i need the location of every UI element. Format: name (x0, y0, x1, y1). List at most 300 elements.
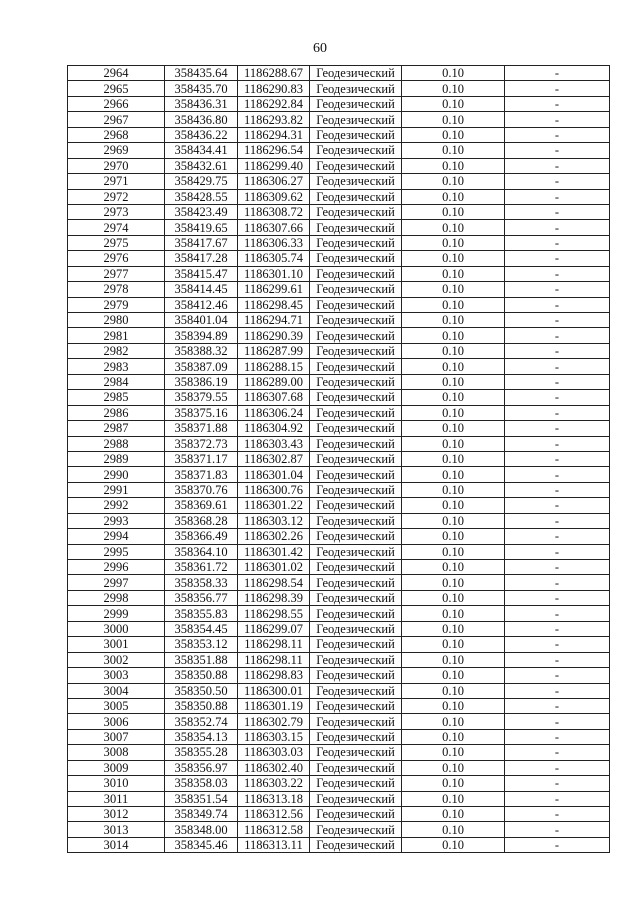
description-cell: - (505, 498, 610, 513)
method-cell: Геодезический (310, 560, 402, 575)
accuracy-cell: 0.10 (402, 606, 505, 621)
accuracy-cell: 0.10 (402, 668, 505, 683)
point-number-cell: 3007 (68, 729, 165, 744)
x-coordinate-cell: 358345.46 (165, 837, 238, 852)
x-coordinate-cell: 358417.28 (165, 251, 238, 266)
y-coordinate-cell: 1186289.00 (238, 374, 310, 389)
x-coordinate-cell: 358435.64 (165, 66, 238, 81)
method-cell: Геодезический (310, 235, 402, 250)
table-row (68, 482, 610, 497)
description-cell: - (505, 668, 610, 683)
description-cell: - (505, 127, 610, 142)
y-coordinate-cell: 1186305.74 (238, 251, 310, 266)
x-coordinate-cell: 358371.83 (165, 467, 238, 482)
point-number-cell: 2972 (68, 189, 165, 204)
table-row (68, 652, 610, 667)
description-cell: - (505, 96, 610, 111)
description-cell: - (505, 529, 610, 544)
x-coordinate-cell: 358388.32 (165, 343, 238, 358)
x-coordinate-cell: 358366.49 (165, 529, 238, 544)
x-coordinate-cell: 358432.61 (165, 158, 238, 173)
description-cell: - (505, 174, 610, 189)
table-row (68, 544, 610, 559)
description-cell: - (505, 698, 610, 713)
table-row (68, 251, 610, 266)
point-number-cell: 3005 (68, 698, 165, 713)
point-number-cell: 2988 (68, 436, 165, 451)
method-cell: Геодезический (310, 81, 402, 96)
point-number-cell: 2996 (68, 560, 165, 575)
description-cell: - (505, 266, 610, 281)
description-cell: - (505, 745, 610, 760)
accuracy-cell: 0.10 (402, 560, 505, 575)
y-coordinate-cell: 1186309.62 (238, 189, 310, 204)
description-cell: - (505, 313, 610, 328)
point-number-cell: 2964 (68, 66, 165, 81)
y-coordinate-cell: 1186300.76 (238, 482, 310, 497)
y-coordinate-cell: 1186303.15 (238, 729, 310, 744)
point-number-cell: 3014 (68, 837, 165, 852)
accuracy-cell: 0.10 (402, 807, 505, 822)
description-cell: - (505, 143, 610, 158)
y-coordinate-cell: 1186308.72 (238, 204, 310, 219)
point-number-cell: 3000 (68, 621, 165, 636)
table-row (68, 529, 610, 544)
table-row (68, 590, 610, 605)
point-number-cell: 2969 (68, 143, 165, 158)
table-row (68, 698, 610, 713)
y-coordinate-cell: 1186287.99 (238, 343, 310, 358)
y-coordinate-cell: 1186312.58 (238, 822, 310, 837)
point-number-cell: 2997 (68, 575, 165, 590)
description-cell: - (505, 390, 610, 405)
y-coordinate-cell: 1186293.82 (238, 112, 310, 127)
x-coordinate-cell: 358401.04 (165, 313, 238, 328)
description-cell: - (505, 652, 610, 667)
point-number-cell: 3010 (68, 776, 165, 791)
accuracy-cell: 0.10 (402, 590, 505, 605)
method-cell: Геодезический (310, 745, 402, 760)
x-coordinate-cell: 358428.55 (165, 189, 238, 204)
method-cell: Геодезический (310, 112, 402, 127)
method-cell: Геодезический (310, 621, 402, 636)
y-coordinate-cell: 1186313.11 (238, 837, 310, 852)
accuracy-cell: 0.10 (402, 390, 505, 405)
table-row (68, 436, 610, 451)
point-number-cell: 2979 (68, 297, 165, 312)
method-cell: Геодезический (310, 652, 402, 667)
description-cell: - (505, 282, 610, 297)
table-row (68, 745, 610, 760)
table-row (68, 714, 610, 729)
description-cell: - (505, 158, 610, 173)
table-row (68, 760, 610, 775)
method-cell: Геодезический (310, 544, 402, 559)
y-coordinate-cell: 1186292.84 (238, 96, 310, 111)
description-cell: - (505, 760, 610, 775)
x-coordinate-cell: 358387.09 (165, 359, 238, 374)
table-row (68, 282, 610, 297)
x-coordinate-cell: 358429.75 (165, 174, 238, 189)
x-coordinate-cell: 358412.46 (165, 297, 238, 312)
point-number-cell: 2973 (68, 204, 165, 219)
y-coordinate-cell: 1186290.39 (238, 328, 310, 343)
x-coordinate-cell: 358355.83 (165, 606, 238, 621)
accuracy-cell: 0.10 (402, 405, 505, 420)
table-row (68, 807, 610, 822)
x-coordinate-cell: 358436.80 (165, 112, 238, 127)
description-cell: - (505, 220, 610, 235)
method-cell: Геодезический (310, 421, 402, 436)
y-coordinate-cell: 1186303.22 (238, 776, 310, 791)
point-number-cell: 2978 (68, 282, 165, 297)
y-coordinate-cell: 1186290.83 (238, 81, 310, 96)
table-row (68, 776, 610, 791)
point-number-cell: 2990 (68, 467, 165, 482)
table-row (68, 451, 610, 466)
x-coordinate-cell: 358352.74 (165, 714, 238, 729)
description-cell: - (505, 451, 610, 466)
accuracy-cell: 0.10 (402, 235, 505, 250)
point-number-cell: 2993 (68, 513, 165, 528)
table-row (68, 837, 610, 852)
accuracy-cell: 0.10 (402, 652, 505, 667)
y-coordinate-cell: 1186313.18 (238, 791, 310, 806)
y-coordinate-cell: 1186296.54 (238, 143, 310, 158)
method-cell: Геодезический (310, 343, 402, 358)
accuracy-cell: 0.10 (402, 822, 505, 837)
description-cell: - (505, 621, 610, 636)
method-cell: Геодезический (310, 96, 402, 111)
accuracy-cell: 0.10 (402, 282, 505, 297)
point-number-cell: 2983 (68, 359, 165, 374)
method-cell: Геодезический (310, 791, 402, 806)
accuracy-cell: 0.10 (402, 112, 505, 127)
description-cell: - (505, 683, 610, 698)
accuracy-cell: 0.10 (402, 529, 505, 544)
description-cell: - (505, 807, 610, 822)
x-coordinate-cell: 358417.67 (165, 235, 238, 250)
table-row (68, 560, 610, 575)
accuracy-cell: 0.10 (402, 96, 505, 111)
method-cell: Геодезический (310, 390, 402, 405)
point-number-cell: 2976 (68, 251, 165, 266)
description-cell: - (505, 791, 610, 806)
accuracy-cell: 0.10 (402, 421, 505, 436)
x-coordinate-cell: 358354.13 (165, 729, 238, 744)
table-row (68, 683, 610, 698)
method-cell: Геодезический (310, 729, 402, 744)
table-row (68, 668, 610, 683)
description-cell: - (505, 436, 610, 451)
y-coordinate-cell: 1186301.10 (238, 266, 310, 281)
method-cell: Геодезический (310, 776, 402, 791)
y-coordinate-cell: 1186299.40 (238, 158, 310, 173)
y-coordinate-cell: 1186303.03 (238, 745, 310, 760)
table-row (68, 313, 610, 328)
y-coordinate-cell: 1186288.15 (238, 359, 310, 374)
description-cell: - (505, 189, 610, 204)
method-cell: Геодезический (310, 282, 402, 297)
description-cell: - (505, 544, 610, 559)
method-cell: Геодезический (310, 606, 402, 621)
point-number-cell: 3003 (68, 668, 165, 683)
accuracy-cell: 0.10 (402, 837, 505, 852)
y-coordinate-cell: 1186298.54 (238, 575, 310, 590)
table-row (68, 220, 610, 235)
x-coordinate-cell: 358435.70 (165, 81, 238, 96)
description-cell: - (505, 776, 610, 791)
method-cell: Геодезический (310, 498, 402, 513)
point-number-cell: 2987 (68, 421, 165, 436)
point-number-cell: 2998 (68, 590, 165, 605)
y-coordinate-cell: 1186298.55 (238, 606, 310, 621)
description-cell: - (505, 251, 610, 266)
method-cell: Геодезический (310, 204, 402, 219)
table-row (68, 174, 610, 189)
x-coordinate-cell: 358371.17 (165, 451, 238, 466)
x-coordinate-cell: 358436.22 (165, 127, 238, 142)
method-cell: Геодезический (310, 127, 402, 142)
y-coordinate-cell: 1186306.27 (238, 174, 310, 189)
table-row (68, 297, 610, 312)
y-coordinate-cell: 1186302.26 (238, 529, 310, 544)
description-cell: - (505, 837, 610, 852)
point-number-cell: 2989 (68, 451, 165, 466)
x-coordinate-cell: 358351.54 (165, 791, 238, 806)
point-number-cell: 3001 (68, 637, 165, 652)
x-coordinate-cell: 358372.73 (165, 436, 238, 451)
method-cell: Геодезический (310, 451, 402, 466)
accuracy-cell: 0.10 (402, 791, 505, 806)
accuracy-cell: 0.10 (402, 313, 505, 328)
accuracy-cell: 0.10 (402, 189, 505, 204)
accuracy-cell: 0.10 (402, 174, 505, 189)
table-row (68, 158, 610, 173)
x-coordinate-cell: 358415.47 (165, 266, 238, 281)
description-cell: - (505, 374, 610, 389)
y-coordinate-cell: 1186294.71 (238, 313, 310, 328)
method-cell: Геодезический (310, 66, 402, 81)
x-coordinate-cell: 358351.88 (165, 652, 238, 667)
x-coordinate-cell: 358361.72 (165, 560, 238, 575)
method-cell: Геодезический (310, 313, 402, 328)
point-number-cell: 3006 (68, 714, 165, 729)
description-cell: - (505, 560, 610, 575)
table-row (68, 374, 610, 389)
y-coordinate-cell: 1186298.11 (238, 652, 310, 667)
point-number-cell: 3011 (68, 791, 165, 806)
accuracy-cell: 0.10 (402, 343, 505, 358)
y-coordinate-cell: 1186299.61 (238, 282, 310, 297)
method-cell: Геодезический (310, 251, 402, 266)
method-cell: Геодезический (310, 575, 402, 590)
point-number-cell: 3012 (68, 807, 165, 822)
y-coordinate-cell: 1186301.02 (238, 560, 310, 575)
table-row (68, 204, 610, 219)
point-number-cell: 2971 (68, 174, 165, 189)
accuracy-cell: 0.10 (402, 81, 505, 96)
point-number-cell: 2968 (68, 127, 165, 142)
description-cell: - (505, 359, 610, 374)
x-coordinate-cell: 358350.50 (165, 683, 238, 698)
method-cell: Геодезический (310, 436, 402, 451)
y-coordinate-cell: 1186298.83 (238, 668, 310, 683)
accuracy-cell: 0.10 (402, 698, 505, 713)
point-number-cell: 2975 (68, 235, 165, 250)
x-coordinate-cell: 358368.28 (165, 513, 238, 528)
method-cell: Геодезический (310, 297, 402, 312)
description-cell: - (505, 297, 610, 312)
accuracy-cell: 0.10 (402, 451, 505, 466)
table-row (68, 467, 610, 482)
method-cell: Геодезический (310, 174, 402, 189)
point-number-cell: 3002 (68, 652, 165, 667)
description-cell: - (505, 590, 610, 605)
method-cell: Геодезический (310, 143, 402, 158)
y-coordinate-cell: 1186301.22 (238, 498, 310, 513)
y-coordinate-cell: 1186299.07 (238, 621, 310, 636)
y-coordinate-cell: 1186304.92 (238, 421, 310, 436)
y-coordinate-cell: 1186303.43 (238, 436, 310, 451)
method-cell: Геодезический (310, 328, 402, 343)
method-cell: Геодезический (310, 359, 402, 374)
description-cell: - (505, 328, 610, 343)
description-cell: - (505, 467, 610, 482)
accuracy-cell: 0.10 (402, 204, 505, 219)
point-number-cell: 2985 (68, 390, 165, 405)
description-cell: - (505, 235, 610, 250)
x-coordinate-cell: 358371.88 (165, 421, 238, 436)
y-coordinate-cell: 1186307.66 (238, 220, 310, 235)
method-cell: Геодезический (310, 822, 402, 837)
y-coordinate-cell: 1186298.45 (238, 297, 310, 312)
accuracy-cell: 0.10 (402, 513, 505, 528)
method-cell: Геодезический (310, 513, 402, 528)
x-coordinate-cell: 358358.33 (165, 575, 238, 590)
y-coordinate-cell: 1186301.19 (238, 698, 310, 713)
table-row (68, 575, 610, 590)
description-cell: - (505, 204, 610, 219)
y-coordinate-cell: 1186301.04 (238, 467, 310, 482)
point-number-cell: 3009 (68, 760, 165, 775)
y-coordinate-cell: 1186302.79 (238, 714, 310, 729)
point-number-cell: 2984 (68, 374, 165, 389)
method-cell: Геодезический (310, 714, 402, 729)
table-row (68, 112, 610, 127)
table-row (68, 359, 610, 374)
accuracy-cell: 0.10 (402, 220, 505, 235)
description-cell: - (505, 513, 610, 528)
table-row (68, 343, 610, 358)
point-number-cell: 2974 (68, 220, 165, 235)
point-number-cell: 2992 (68, 498, 165, 513)
description-cell: - (505, 714, 610, 729)
accuracy-cell: 0.10 (402, 683, 505, 698)
point-number-cell: 3004 (68, 683, 165, 698)
x-coordinate-cell: 358434.41 (165, 143, 238, 158)
point-number-cell: 2982 (68, 343, 165, 358)
accuracy-cell: 0.10 (402, 621, 505, 636)
point-number-cell: 2991 (68, 482, 165, 497)
y-coordinate-cell: 1186306.24 (238, 405, 310, 420)
accuracy-cell: 0.10 (402, 328, 505, 343)
y-coordinate-cell: 1186301.42 (238, 544, 310, 559)
method-cell: Геодезический (310, 220, 402, 235)
method-cell: Геодезический (310, 760, 402, 775)
accuracy-cell: 0.10 (402, 760, 505, 775)
x-coordinate-cell: 358423.49 (165, 204, 238, 219)
table-row (68, 637, 610, 652)
table-row (68, 189, 610, 204)
coordinates-table (67, 65, 610, 853)
x-coordinate-cell: 358354.45 (165, 621, 238, 636)
y-coordinate-cell: 1186288.67 (238, 66, 310, 81)
method-cell: Геодезический (310, 482, 402, 497)
x-coordinate-cell: 358348.00 (165, 822, 238, 837)
point-number-cell: 2970 (68, 158, 165, 173)
point-number-cell: 2966 (68, 96, 165, 111)
point-number-cell: 2977 (68, 266, 165, 281)
accuracy-cell: 0.10 (402, 143, 505, 158)
description-cell: - (505, 606, 610, 621)
y-coordinate-cell: 1186302.40 (238, 760, 310, 775)
y-coordinate-cell: 1186294.31 (238, 127, 310, 142)
accuracy-cell: 0.10 (402, 158, 505, 173)
coordinates-table-body (68, 66, 610, 853)
x-coordinate-cell: 358379.55 (165, 390, 238, 405)
accuracy-cell: 0.10 (402, 729, 505, 744)
method-cell: Геодезический (310, 529, 402, 544)
table-row (68, 791, 610, 806)
point-number-cell: 2995 (68, 544, 165, 559)
table-row (68, 421, 610, 436)
x-coordinate-cell: 358353.12 (165, 637, 238, 652)
table-row (68, 66, 610, 81)
method-cell: Геодезический (310, 698, 402, 713)
method-cell: Геодезический (310, 837, 402, 852)
y-coordinate-cell: 1186302.87 (238, 451, 310, 466)
method-cell: Геодезический (310, 405, 402, 420)
method-cell: Геодезический (310, 266, 402, 281)
accuracy-cell: 0.10 (402, 127, 505, 142)
x-coordinate-cell: 358370.76 (165, 482, 238, 497)
x-coordinate-cell: 358364.10 (165, 544, 238, 559)
table-row (68, 96, 610, 111)
accuracy-cell: 0.10 (402, 575, 505, 590)
x-coordinate-cell: 358375.16 (165, 405, 238, 420)
y-coordinate-cell: 1186298.39 (238, 590, 310, 605)
x-coordinate-cell: 358355.28 (165, 745, 238, 760)
description-cell: - (505, 421, 610, 436)
y-coordinate-cell: 1186303.12 (238, 513, 310, 528)
point-number-cell: 2980 (68, 313, 165, 328)
method-cell: Геодезический (310, 637, 402, 652)
table-row (68, 606, 610, 621)
x-coordinate-cell: 358369.61 (165, 498, 238, 513)
method-cell: Геодезический (310, 467, 402, 482)
y-coordinate-cell: 1186300.01 (238, 683, 310, 698)
table-row (68, 621, 610, 636)
description-cell: - (505, 575, 610, 590)
x-coordinate-cell: 358386.19 (165, 374, 238, 389)
point-number-cell: 2994 (68, 529, 165, 544)
method-cell: Геодезический (310, 590, 402, 605)
y-coordinate-cell: 1186312.56 (238, 807, 310, 822)
y-coordinate-cell: 1186298.11 (238, 637, 310, 652)
page-number: 60 (313, 41, 327, 56)
table-row (68, 498, 610, 513)
